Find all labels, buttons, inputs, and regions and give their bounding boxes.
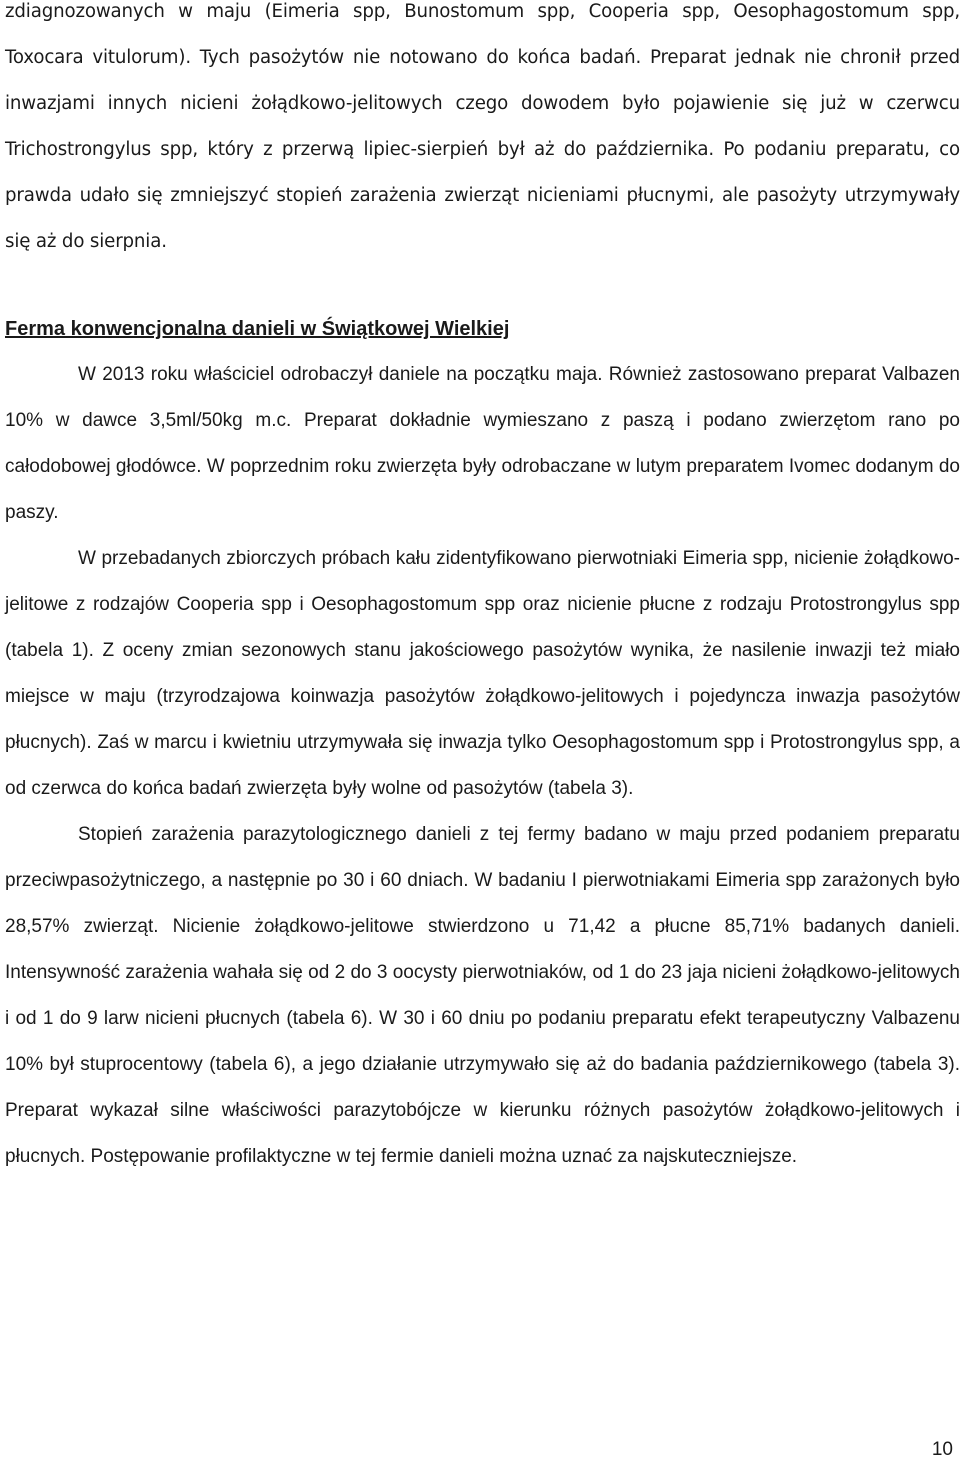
page-number: 10 (931, 1439, 953, 1460)
document-page (5, 0, 960, 1180)
paragraph-treatment: W 2013 roku właściciel odrobaczył daniele na początku maja. Również zastosowano preparat Valbazen 10% w dawce 3,5ml/50kg m.c. Preparat dokładnie wymieszano z paszą i podano zwierzętom rano po całodobowej głodówce. W poprzednim roku zwierzęta były odrobaczane w lutym preparatem Ivomec dodanym do paszy. (5, 364, 960, 523)
paragraph-infection-rate: Stopień zarażenia parazytologicznego danieli z tej fermy badano w maju przed podaniem preparatu przeciwpasożytniczego, a następnie po 30 i 60 dniach. W badaniu I pierwotniakami Eimeria spp zarażonych było 28,57% zwierząt. Nicienie żołądkowo-jelitowe stwierdzono u 71,42 a płucne 85,71% badanych danieli. Intensywność zarażenia wahała się od 2 do 3 oocysty pierwotniaków, od 1 do 23 jaja nicieni żołądkowo-jelitowych i od 1 do 9 larw nicieni płucnych (tabela 6). W 30 i 60 dniu po podaniu preparatu efekt terapeutyczny Valbazenu 10% był stuprocentowy (tabela 6), a jego działanie utrzymywało się aż do badania październikowego (tabela 3). Preparat wykazał silne właściwości parazytobójcze w kierunku różnych pasożytów żołądkowo-jelitowych i płucnych. Postępowanie profilaktyczne w tej fermie danieli można uznać za najskuteczniejsze. (5, 824, 960, 1167)
section-heading: Ferma konwencjonalna danieli w Świątkowej Wielkiej (5, 318, 510, 340)
paragraph-findings: W przebadanych zbiorczych próbach kału zidentyfikowano pierwotniaki Eimeria spp, nicienie żołądkowo-jelitowe z rodzajów Cooperia spp i Oesophagostomum spp oraz nicienie płucne z rodzaju Protostrongylus spp (tabela 1). Z oceny zmian sezonowych stanu jakościowego pasożytów wynika, że nasilenie inwazji też miało miejsce w maju (trzyrodzajowa koinwazja pasożytów żołądkowo-jelitowych i pojedyncza inwazja pasożytów płucnych). Zaś w marcu i kwietniu utrzymywała się inwazja tylko Oesophagostomum spp i Protostrongylus spp, a od czerwca do końca badań zwierzęta były wolne od pasożytów (tabela 3). (5, 548, 960, 799)
paragraph-intro: zdiagnozowanych w maju (Eimeria spp, Bunostomum spp, Cooperia spp, Oesophagostomum spp, Toxocara vitulorum). Tych pasożytów nie notowano do końca badań. Preparat jednak nie chronił przed inwazjami innych nicieni żołądkowo-jelitowych czego dowodem było pojawienie się już w czerwcu Trichostrongylus spp, który z przerwą lipiec-sierpień był aż do października. Po podaniu preparatu, co prawda udało się zmniejszyć stopień zarażenia zwierząt nicieniami płucnymi, ale pasożyty utrzymywały się aż do sierpnia. (5, 1, 960, 252)
